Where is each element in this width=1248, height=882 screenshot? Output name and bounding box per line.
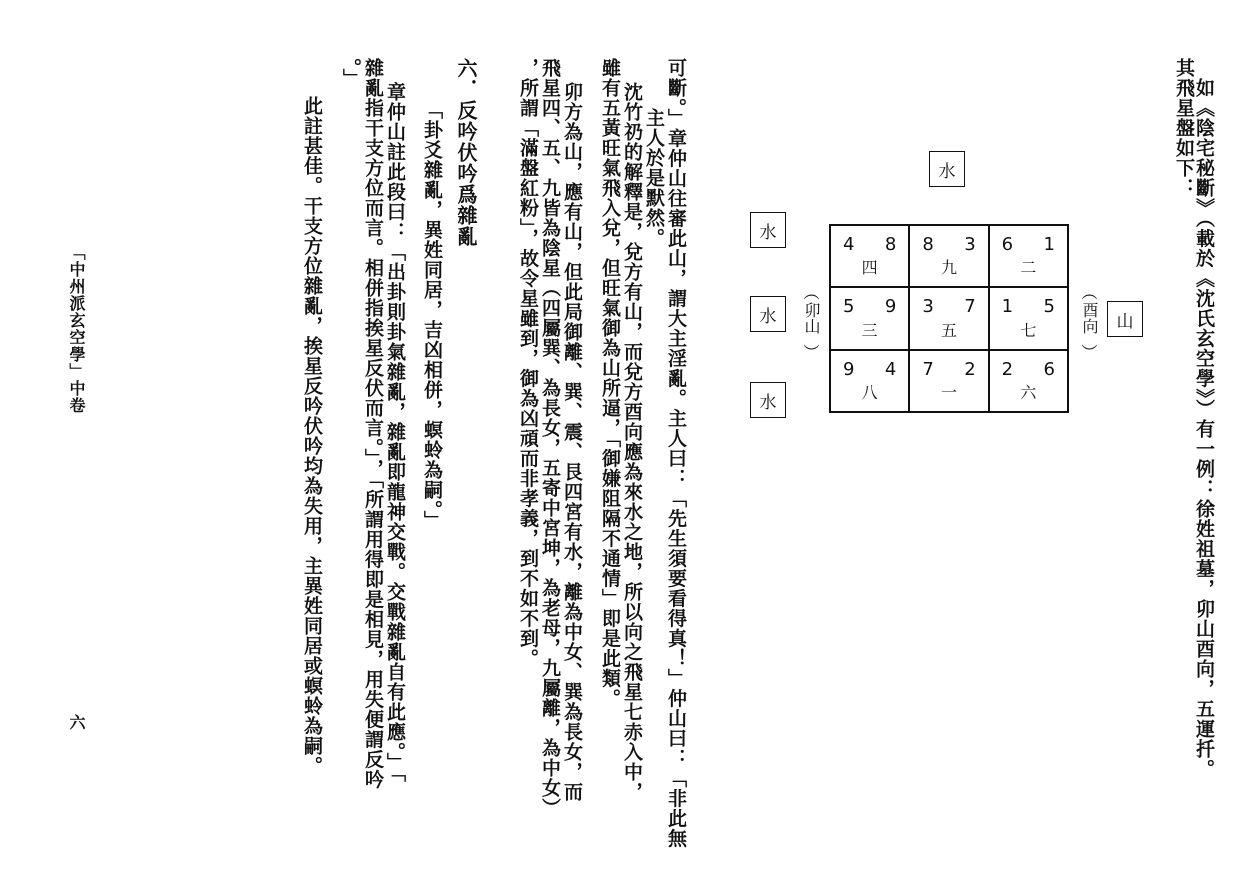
right-side-close-paren: ）: [1079, 344, 1098, 360]
right-side-label: 酉向: [1080, 302, 1099, 334]
mountain-star: 9: [843, 358, 855, 380]
body-column: 「卦爻雜亂，異姓同居，吉凶相併，螟蛉為嗣。」: [421, 100, 443, 531]
grid-cell: [909, 225, 988, 287]
base-star: 一: [940, 382, 957, 402]
facing-star: 2: [964, 358, 976, 380]
base-star: 九: [940, 258, 957, 278]
water-label-left-3: 水: [750, 382, 786, 418]
facing-star: 6: [1043, 358, 1055, 380]
body-column: 可斷。」章仲山往審此山，謂大主淫亂。主人曰：「先生須要看得真！」仲山曰：「非此無: [665, 58, 687, 849]
facing-star: 8: [884, 234, 897, 255]
grid-cell: [830, 225, 909, 287]
base-star: 五: [940, 320, 957, 340]
grid-cell: [909, 287, 988, 349]
base-star: 六: [1020, 382, 1037, 402]
page-number: 六: [67, 714, 86, 731]
grid-cell: [830, 287, 909, 349]
left-side-close-paren: ）: [801, 344, 820, 360]
mountain-star: 4: [843, 234, 855, 255]
mountain-star: 2: [1001, 358, 1014, 380]
mountain-star: 6: [1001, 234, 1014, 255]
water-label-top: 水: [929, 151, 965, 187]
mountain-star: 7: [922, 358, 934, 380]
grid-cell: [989, 287, 1068, 349]
body-column: 雜亂指干支方位而言。相併指挨星反伏而言。」，「所謂用得即是相見，用失便謂反吟: [362, 58, 384, 790]
grid-cell: [989, 225, 1068, 287]
base-star: 七: [1020, 320, 1037, 340]
book-title-footer: 「中州派玄空學」中卷: [67, 244, 86, 414]
facing-star: 4: [884, 358, 897, 380]
intro-line-1: 其飛星盤如下：: [1173, 58, 1195, 198]
grid-cell: [830, 350, 909, 412]
facing-star: 7: [964, 296, 976, 318]
body-column: 章仲山註此段曰：「出卦則卦氣雜亂，雜亂即龍神交戰。交戰雜亂自有此應。」「: [384, 82, 406, 783]
mountain-star: 3: [922, 296, 934, 318]
facing-star: 3: [964, 234, 976, 255]
flying-star-grid: [829, 224, 1069, 413]
facing-star: 9: [884, 296, 897, 318]
facing-star: 1: [1043, 234, 1055, 255]
base-star: 二: [1020, 258, 1037, 278]
mountain-star: 5: [843, 296, 855, 318]
body-column: 。」: [340, 58, 362, 89]
body-column: 卯方為山，應有山，但此局御離、巽、震、艮四宮有水，離為中女、巽為長女，而: [561, 82, 583, 802]
body-column: 雖有五黃旺氣飛入兌，但旺氣御為山所逼，「御嫌阻隔不通情」即是此類。: [599, 58, 621, 709]
mountain-star: 1: [1001, 296, 1014, 318]
right-side-open-paren: （: [1079, 284, 1098, 300]
base-star: 八: [861, 382, 878, 402]
intro-line-2: 如《陰宅秘斷》（載於《沈氏玄空學》）有一例：徐姓祖墓，卯山酉向，五運扦。: [1193, 78, 1215, 779]
grid-cell: [909, 350, 988, 412]
left-side-label: 卯山: [802, 302, 821, 334]
left-side-open-paren: （: [801, 284, 820, 300]
base-star: 四: [861, 258, 878, 278]
body-column: 主人於是默然。: [643, 108, 665, 248]
mountain-label-right: 山: [1107, 301, 1143, 337]
body-column: ，所謂「滿盤紅粉」，故令星雖到，御為凶頑而非孝義，到不如不到。: [517, 58, 539, 669]
base-star: 三: [861, 320, 878, 340]
mountain-star: 8: [922, 234, 934, 255]
body-column: 此註甚佳。干支方位雜亂，挨星反吟伏吟均為失用，主異姓同居或螟蛉為嗣。: [301, 96, 323, 776]
body-column: 飛星四、五、九皆為陰星（四屬巽、為長女，五寄中宮坤，為老母，九屬離，為中女）: [539, 58, 561, 818]
grid-cell: [989, 350, 1068, 412]
water-label-left-2: 水: [750, 296, 786, 332]
water-label-left-1: 水: [750, 212, 786, 248]
facing-star: 5: [1043, 296, 1055, 318]
section-heading: 六．反吟伏吟爲雜亂: [454, 58, 478, 247]
body-column: 沈竹礽的解釋是，兌方有山，而兌方酉向應為來水之地，所以向之飛星七赤入中，: [621, 82, 643, 802]
